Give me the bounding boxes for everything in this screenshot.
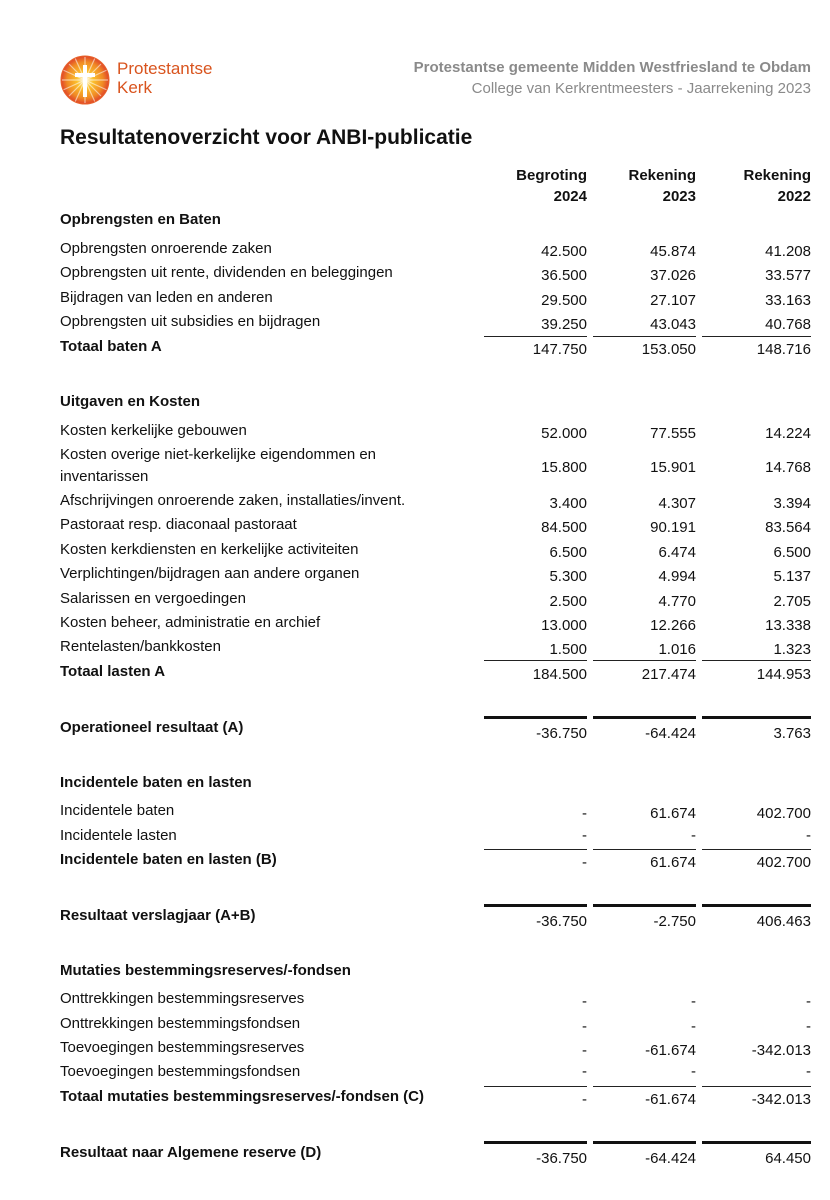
- result-rule: [702, 904, 811, 907]
- row-label: Opbrengsten uit subsidies en bijdragen: [60, 313, 321, 330]
- subtotal-rule: [593, 1086, 696, 1087]
- subtotal-rule: [484, 660, 587, 661]
- logo-text-line1: Protestantse: [117, 59, 213, 78]
- column-header-line2: 2024: [553, 188, 587, 205]
- row-label: Operationeel resultaat (A): [60, 719, 244, 736]
- value-rekening-2022: 14.224: [765, 425, 811, 442]
- value-begroting-2024: 52.000: [541, 425, 587, 442]
- value-begroting-2024: 29.500: [541, 292, 587, 309]
- value-rekening-2023: 1.016: [658, 641, 696, 658]
- subtotal-rule: [484, 336, 587, 337]
- value-rekening-2022: -: [806, 1063, 811, 1080]
- result-rule: [702, 1141, 811, 1144]
- value-rekening-2022: -: [806, 827, 811, 844]
- value-rekening-2023: 217.474: [641, 666, 696, 683]
- value-rekening-2022: 3.763: [773, 725, 811, 742]
- value-rekening-2022: 40.768: [765, 316, 811, 333]
- value-rekening-2023: -64.424: [645, 725, 696, 742]
- value-begroting-2024: -: [582, 827, 587, 844]
- row-label: Kosten beheer, administratie en archief: [60, 614, 321, 631]
- value-rekening-2023: 4.770: [658, 593, 696, 610]
- value-rekening-2023: -61.674: [645, 1042, 696, 1059]
- value-begroting-2024: -: [582, 1018, 587, 1035]
- column-header-begroting-2024: [477, 165, 587, 207]
- value-begroting-2024: 6.500: [549, 544, 587, 561]
- row-label: Verplichtingen/bijdragen aan andere organen: [60, 565, 360, 582]
- column-header-rekening-2022: [701, 165, 811, 207]
- value-rekening-2022: 1.323: [773, 641, 811, 658]
- value-begroting-2024: 15.800: [541, 459, 587, 476]
- value-rekening-2023: 37.026: [650, 267, 696, 284]
- row-label: Toevoegingen bestemmingsfondsen: [60, 1063, 301, 1080]
- page-title: Resultatenoverzicht voor ANBI-publicatie: [60, 126, 473, 149]
- organization-name: Protestantse gemeente Midden Westfriesland te Obdam: [413, 59, 811, 76]
- value-rekening-2022: -342.013: [751, 1091, 811, 1108]
- row-label: Incidentele baten: [60, 802, 175, 819]
- row-label: Kosten kerkdiensten en kerkelijke activiteiten: [60, 541, 359, 558]
- logo-text-line2: Kerk: [117, 78, 152, 97]
- column-header-line1: Rekening: [743, 167, 811, 184]
- page-header: [0, 0, 830, 120]
- row-label: Opbrengsten uit rente, dividenden en beleggingen: [60, 264, 393, 281]
- subtotal-rule: [484, 849, 587, 850]
- value-rekening-2023: 27.107: [650, 292, 696, 309]
- value-rekening-2023: 61.674: [650, 854, 696, 871]
- row-label: Totaal baten A: [60, 338, 162, 355]
- subtotal-rule: [702, 336, 811, 337]
- value-rekening-2022: 406.463: [756, 913, 811, 930]
- value-begroting-2024: 13.000: [541, 617, 587, 634]
- value-begroting-2024: 42.500: [541, 243, 587, 260]
- value-begroting-2024: 5.300: [549, 568, 587, 585]
- section-label: Mutaties bestemmingsreserves/-fondsen: [60, 962, 351, 979]
- row-label: Totaal mutaties bestemmingsreserves/-fondsen (C): [60, 1088, 424, 1105]
- section-label: Opbrengsten en Baten: [60, 211, 221, 228]
- value-rekening-2023: -: [691, 1018, 696, 1035]
- value-begroting-2024: 2.500: [549, 593, 587, 610]
- section-label: Incidentele baten en lasten: [60, 774, 252, 791]
- value-begroting-2024: -: [582, 1091, 587, 1108]
- value-begroting-2024: -: [582, 993, 587, 1010]
- value-begroting-2024: -36.750: [536, 725, 587, 742]
- section-label: Uitgaven en Kosten: [60, 393, 201, 410]
- value-rekening-2023: 43.043: [650, 316, 696, 333]
- row-label: Rentelasten/bankkosten: [60, 638, 221, 655]
- value-begroting-2024: -: [582, 854, 587, 871]
- value-rekening-2022: 148.716: [756, 341, 811, 358]
- subtotal-rule: [702, 849, 811, 850]
- value-rekening-2022: 3.394: [773, 495, 811, 512]
- value-rekening-2022: -342.013: [751, 1042, 811, 1059]
- row-label: Onttrekkingen bestemmingsreserves: [60, 990, 305, 1007]
- value-rekening-2023: 15.901: [650, 459, 696, 476]
- value-begroting-2024: -36.750: [536, 1150, 587, 1167]
- value-rekening-2023: 45.874: [650, 243, 696, 260]
- value-begroting-2024: 36.500: [541, 267, 587, 284]
- row-label: Resultaat verslagjaar (A+B): [60, 907, 256, 924]
- column-header-rekening-2023: [586, 165, 696, 207]
- result-rule: [593, 1141, 696, 1144]
- row-label: Incidentele baten en lasten (B): [60, 851, 277, 868]
- value-rekening-2023: 6.474: [658, 544, 696, 561]
- subtotal-rule: [484, 1086, 587, 1087]
- row-label: Onttrekkingen bestemmingsfondsen: [60, 1015, 301, 1032]
- row-label: Afschrijvingen onroerende zaken, installaties/invent.: [60, 492, 406, 509]
- value-rekening-2022: 33.163: [765, 292, 811, 309]
- value-begroting-2024: 1.500: [549, 641, 587, 658]
- value-rekening-2023: -64.424: [645, 1150, 696, 1167]
- row-label-continued: inventarissen: [60, 468, 149, 485]
- subtotal-rule: [702, 660, 811, 661]
- value-rekening-2022: 402.700: [756, 854, 811, 871]
- value-begroting-2024: 84.500: [541, 519, 587, 536]
- value-begroting-2024: -36.750: [536, 913, 587, 930]
- value-rekening-2022: 6.500: [773, 544, 811, 561]
- value-begroting-2024: 184.500: [532, 666, 587, 683]
- subtotal-rule: [593, 849, 696, 850]
- result-rule: [484, 904, 587, 907]
- row-label: Kosten kerkelijke gebouwen: [60, 422, 247, 439]
- column-header-line2: 2022: [777, 188, 811, 205]
- value-rekening-2022: -: [806, 993, 811, 1010]
- value-rekening-2023: -: [691, 827, 696, 844]
- result-rule: [702, 716, 811, 719]
- column-header-line1: Begroting: [516, 167, 587, 184]
- row-label: Pastoraat resp. diaconaal pastoraat: [60, 516, 297, 533]
- value-begroting-2024: 3.400: [549, 495, 587, 512]
- value-rekening-2022: 83.564: [765, 519, 811, 536]
- value-rekening-2023: 4.994: [658, 568, 696, 585]
- result-rule: [484, 1141, 587, 1144]
- result-rule: [593, 904, 696, 907]
- row-label: Toevoegingen bestemmingsreserves: [60, 1039, 305, 1056]
- value-rekening-2022: 144.953: [756, 666, 811, 683]
- value-rekening-2022: 33.577: [765, 267, 811, 284]
- logo-wordmark: [117, 59, 212, 97]
- protestantse-kerk-logo-icon: [60, 55, 110, 105]
- subtotal-rule: [702, 1086, 811, 1087]
- value-begroting-2024: -: [582, 805, 587, 822]
- row-label: Resultaat naar Algemene reserve (D): [60, 1144, 322, 1161]
- value-rekening-2022: 5.137: [773, 568, 811, 585]
- row-label: Totaal lasten A: [60, 663, 166, 680]
- result-rule: [484, 716, 587, 719]
- value-rekening-2022: 64.450: [765, 1150, 811, 1167]
- value-begroting-2024: -: [582, 1042, 587, 1059]
- organization-info: [414, 57, 811, 99]
- row-label: Incidentele lasten: [60, 827, 177, 844]
- row-label: Salarissen en vergoedingen: [60, 590, 246, 607]
- value-rekening-2023: 90.191: [650, 519, 696, 536]
- value-rekening-2023: -: [691, 993, 696, 1010]
- value-begroting-2024: 39.250: [541, 316, 587, 333]
- value-rekening-2022: 2.705: [773, 593, 811, 610]
- value-begroting-2024: -: [582, 1063, 587, 1080]
- result-rule: [593, 716, 696, 719]
- value-rekening-2023: 61.674: [650, 805, 696, 822]
- value-rekening-2023: -61.674: [645, 1091, 696, 1108]
- subtotal-rule: [593, 660, 696, 661]
- value-begroting-2024: 147.750: [532, 341, 587, 358]
- value-rekening-2023: -2.750: [653, 913, 696, 930]
- column-header-line1: Rekening: [628, 167, 696, 184]
- value-rekening-2023: 77.555: [650, 425, 696, 442]
- value-rekening-2023: 12.266: [650, 617, 696, 634]
- column-header-line2: 2023: [662, 188, 696, 205]
- report-subtitle: College van Kerkrentmeesters - Jaarrekening 2023: [471, 80, 811, 97]
- value-rekening-2023: 4.307: [658, 495, 696, 512]
- value-rekening-2022: 402.700: [756, 805, 811, 822]
- value-rekening-2022: -: [806, 1018, 811, 1035]
- row-label: Kosten overige niet-kerkelijke eigendommen en: [60, 446, 377, 463]
- row-label: Bijdragen van leden en anderen: [60, 289, 273, 306]
- row-label: Opbrengsten onroerende zaken: [60, 240, 272, 257]
- value-rekening-2023: -: [691, 1063, 696, 1080]
- value-rekening-2022: 13.338: [765, 617, 811, 634]
- value-rekening-2022: 14.768: [765, 459, 811, 476]
- subtotal-rule: [593, 336, 696, 337]
- value-rekening-2023: 153.050: [641, 341, 696, 358]
- value-rekening-2022: 41.208: [765, 243, 811, 260]
